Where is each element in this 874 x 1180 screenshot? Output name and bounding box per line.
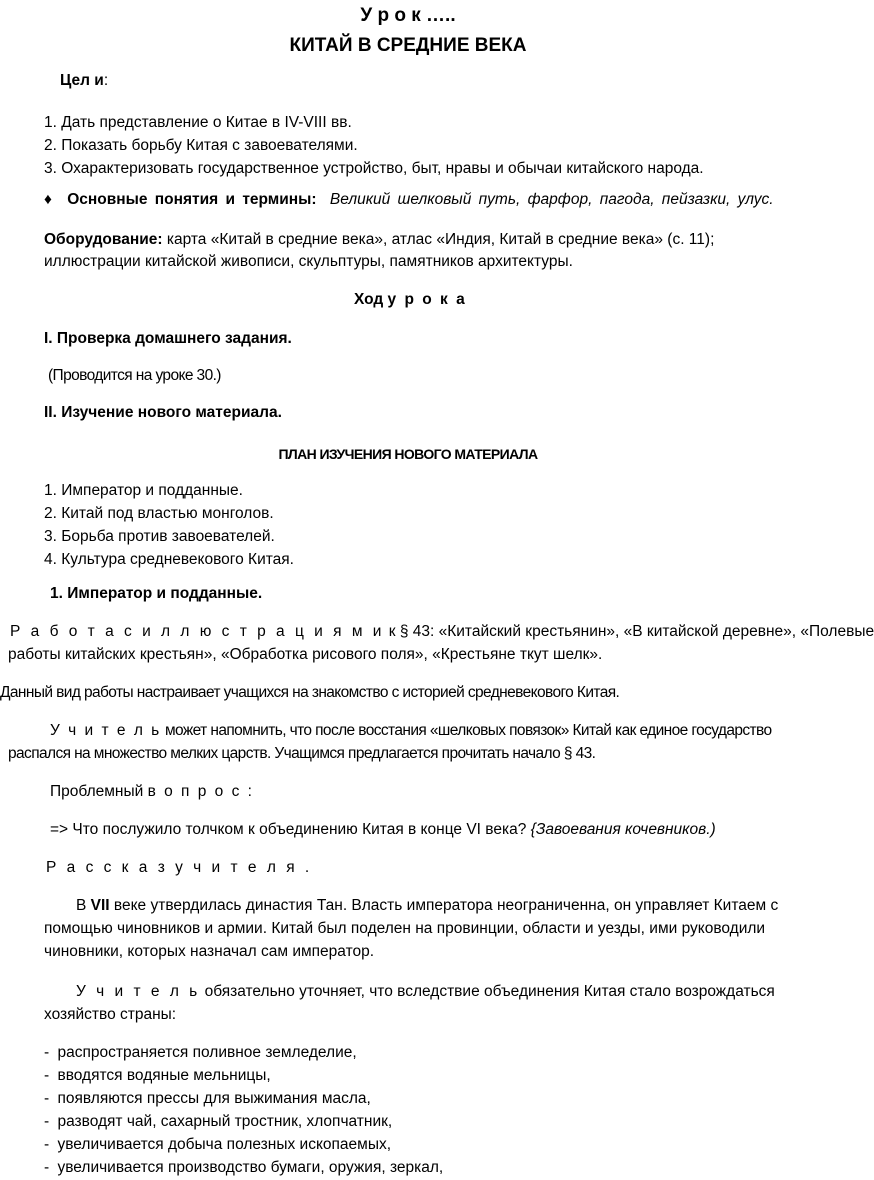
problem-question: => Что послужило толчком к объединению Китая в конце VI века? xyxy=(50,821,527,838)
teacher-2-line-2: хозяйство страны: xyxy=(44,1006,177,1023)
economy-text: разводят чай, сахарный тростник, хлопчатник, xyxy=(57,1113,393,1130)
tang-line-1 xyxy=(76,896,778,916)
goal-text: Охарактеризовать государственное устройство, быт, нравы и обычаи китайского народа. xyxy=(61,160,704,177)
plan-title: ПЛАН ИЗУЧЕНИЯ НОВОГО МАТЕРИАЛА xyxy=(278,446,538,462)
economy-text: вводятся водяные мельницы, xyxy=(57,1067,271,1084)
work-rest: к § 43: «Китайский крестьянин», «В китайской деревне», «Полевые xyxy=(384,623,874,640)
problem-spaced: в о п р о с : xyxy=(147,783,254,800)
dash-bullet: - xyxy=(44,1044,50,1061)
work-spaced: Р а б о т а с и л л ю с т р а ц и я м и xyxy=(10,623,385,640)
teacher-line-2: распался на множество мелких царств. Учащимся предлагается прочитать начало § 43. xyxy=(8,745,596,762)
economy-item xyxy=(44,1135,391,1155)
dash-bullet: - xyxy=(44,1067,50,1084)
concepts-line xyxy=(44,190,774,210)
course-heading xyxy=(354,290,467,310)
diamond-bullet-icon: ♦ xyxy=(44,191,52,208)
plan-item xyxy=(44,527,275,547)
plan-item xyxy=(44,550,294,570)
equipment-text: карта «Китай в средние века», атлас «Индия, Китай в средние века» (с. 11); xyxy=(166,231,715,248)
economy-item xyxy=(44,1158,443,1178)
story-heading: Р а с с к а з у ч и т е л я . xyxy=(46,859,313,876)
tang-century: VII xyxy=(90,897,110,914)
goal-number: 2. xyxy=(44,137,57,154)
goal-number: 3. xyxy=(44,160,57,177)
plan-number: 3. xyxy=(44,528,57,545)
course-spaced: у р о к а xyxy=(387,291,467,308)
goal-item xyxy=(44,159,704,179)
tang-rest: веке утвердилась династия Тан. Власть императора неограниченна, он управляет Китаем с xyxy=(109,897,779,914)
page-title: КИТАЙ В СРЕДНИЕ ВЕКА xyxy=(289,35,527,56)
problem-question-line xyxy=(50,820,716,840)
course-prefix: Ход xyxy=(354,291,388,308)
section-1-note: (Проводится на уроке 30.) xyxy=(48,367,221,384)
plan-text: Китай под властью монголов. xyxy=(61,505,274,522)
plan-item xyxy=(44,481,243,501)
tang-prefix: В xyxy=(76,897,91,914)
teacher-rest: может напомнить, что после восстания «шелковых повязок» Китай как единое государство xyxy=(161,722,772,739)
dash-bullet: - xyxy=(44,1136,50,1153)
economy-item xyxy=(44,1043,357,1063)
equipment-line-1 xyxy=(44,230,714,250)
equipment-label: Оборудование: xyxy=(44,231,163,248)
goal-text: Показать борьбу Китая с завоевателями. xyxy=(61,137,358,154)
plan-number: 4. xyxy=(44,551,57,568)
goals-label: Цел и xyxy=(60,72,104,89)
problem-heading xyxy=(50,782,254,802)
teacher-2-line-1 xyxy=(76,982,775,1002)
plan-number: 1. xyxy=(44,482,57,499)
economy-text: появляются прессы для выжимания масла, xyxy=(57,1090,371,1107)
plan-text: Император и подданные. xyxy=(61,482,243,499)
concepts-label: Основные понятия и термины: xyxy=(67,191,317,208)
section-2-title: II. Изучение нового материала. xyxy=(44,404,282,421)
economy-text: увеличивается добыча полезных ископаемых, xyxy=(57,1136,392,1153)
economy-item xyxy=(44,1089,371,1109)
work-line-2: работы китайских крестьян», «Обработка рисового поля», «Крестьяне ткут шелк». xyxy=(8,646,603,663)
plan-text: Культура средневекового Китая. xyxy=(61,551,294,568)
teacher-line-1 xyxy=(50,721,772,741)
teacher-2-spaced: У ч и т е л ь xyxy=(76,983,201,1000)
plan-item xyxy=(44,504,274,524)
lesson-heading: У р о к ….. xyxy=(360,5,456,26)
tang-line-2: помощью чиновников и армии. Китай был поделен на провинции, области и уезды, ими руководили xyxy=(44,920,766,937)
goal-item xyxy=(44,113,352,133)
problem-answer: {Завоевания кочевников.) xyxy=(530,821,716,838)
teacher-2-rest: обязательно уточняет, что вследствие объединения Китая стало возрождаться xyxy=(200,983,775,1000)
section-1-title: I. Проверка домашнего задания. xyxy=(44,330,292,347)
plan-text: Борьба против завоевателей. xyxy=(61,528,275,545)
subsection-1-title: 1. Император и подданные. xyxy=(50,585,263,602)
equipment-line-2: иллюстрации китайской живописи, скульптуры, памятников архитектуры. xyxy=(44,253,573,270)
concepts-terms: Великий шелковый путь, фарфор, пагода, пейзазки, улус. xyxy=(329,191,774,208)
goal-text: Дать представление о Китае в IV-VIII вв. xyxy=(61,114,352,131)
intro-line: Данный вид работы настраивает учащихся на знакомство с историей средневекового Китая. xyxy=(0,684,620,701)
tang-line-3: чиновники, которых назначал сам император. xyxy=(44,943,375,960)
economy-item xyxy=(44,1112,392,1132)
work-line-1 xyxy=(10,622,874,642)
economy-text: распространяется поливное земледелие, xyxy=(57,1044,357,1061)
goals-heading xyxy=(60,71,108,91)
economy-item xyxy=(44,1066,271,1086)
goal-number: 1. xyxy=(44,114,57,131)
economy-text: увеличивается производство бумаги, оружия, зеркал, xyxy=(57,1159,444,1176)
dash-bullet: - xyxy=(44,1159,50,1176)
goals-colon: : xyxy=(103,72,109,89)
dash-bullet: - xyxy=(44,1090,50,1107)
problem-prefix: Проблемный xyxy=(50,783,148,800)
plan-number: 2. xyxy=(44,505,57,522)
teacher-spaced: У ч и т е л ь xyxy=(50,722,162,739)
goal-item xyxy=(44,136,358,156)
dash-bullet: - xyxy=(44,1113,50,1130)
